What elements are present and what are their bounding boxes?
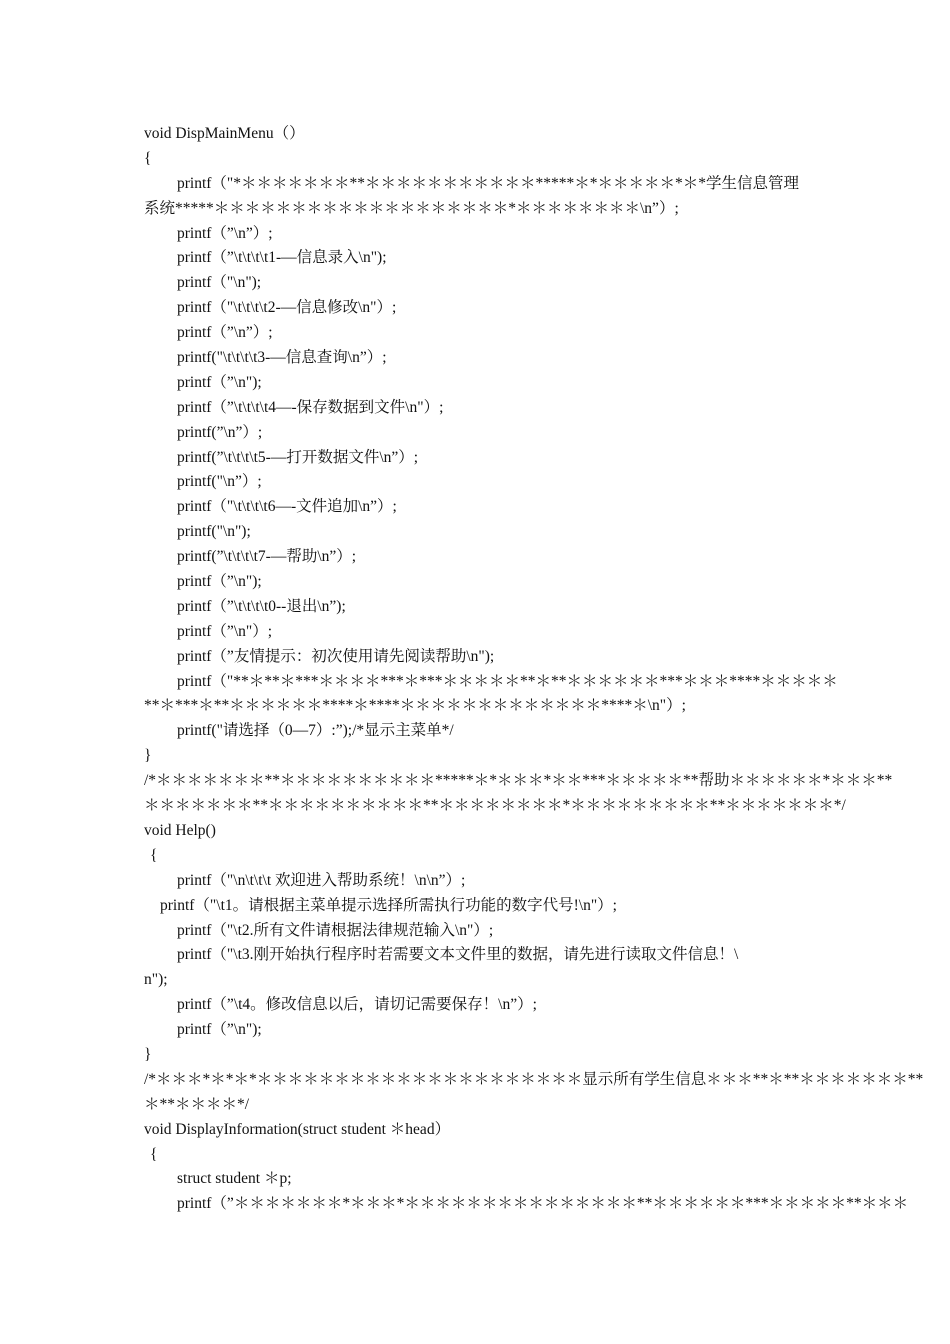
code-line: printf（"\t1。请根据主菜单提示选择所需执行功能的数字代号!\n"）; <box>160 896 617 914</box>
code-line: printf（”\t4。修改信息以后，请切记需要保存！\n”）; <box>177 996 537 1014</box>
code-line: printf（"\t\t\t\t6—-文件追加\n”）; <box>177 498 397 516</box>
code-line: printf(”\n”）; <box>177 423 263 441</box>
code-line: /*＊＊＊*＊*＊*＊＊＊＊＊＊＊＊＊＊＊＊＊＊＊＊＊＊＊＊＊显示所有学生信息＊＊＊**＊**＊＊＊＊＊＊＊** <box>144 1070 924 1088</box>
code-line: printf（"\t3.刚开始执行程序时若需要文本文件里的数据，请先进行读取文件信息！\ <box>177 946 739 964</box>
code-line: printf（”\t\t\t\t4—-保存数据到文件\n"）; <box>177 398 444 416</box>
code-line: void DisplayInformation(struct student ＊head） <box>144 1120 451 1138</box>
code-line: void Help() <box>144 821 216 839</box>
code-line: printf（”＊＊＊＊＊＊＊*＊＊＊*＊＊＊＊＊＊＊＊＊＊＊＊＊＊＊**＊＊＊＊＊＊***＊＊＊＊＊**＊＊＊ <box>177 1195 909 1213</box>
code-line: printf（”\n”）; <box>177 324 273 342</box>
code-line: printf（"\n\t\t\t 欢迎进入帮助系统！\n\n”）; <box>177 871 466 889</box>
code-line: printf(”\t\t\t\t7-—帮助\n”）; <box>177 548 357 566</box>
code-line: /*＊＊＊＊＊＊＊**＊＊＊＊＊＊＊＊＊＊*****＊*＊＊＊*＊＊***＊＊＊＊＊**帮助＊＊＊＊＊＊*＊＊＊** <box>144 772 893 790</box>
code-line: } <box>144 747 152 765</box>
code-line: printf（”\n”）; <box>177 224 273 242</box>
code-line: { <box>150 846 158 864</box>
code-line: printf（”\n"）; <box>177 622 273 640</box>
code-line: printf（"**＊**＊***＊＊＊＊***＊***＊＊＊＊＊**＊**＊＊＊＊＊＊***＊＊＊****＊＊＊＊＊ <box>177 672 838 690</box>
code-line: printf("请选择（0—7）:”);/*显示主菜单*/ <box>177 722 454 740</box>
code-line: printf("\t\t\t\t3-—信息查询\n”）; <box>177 349 387 367</box>
code-line: printf(”\t\t\t\t5-—打开数据文件\n”）; <box>177 448 419 466</box>
code-line: printf（”\n"); <box>177 373 262 391</box>
code-line: ＊**＊＊＊＊*/ <box>144 1095 250 1113</box>
code-line: printf（”友情提示：初次使用请先阅读帮助\n"); <box>177 647 495 665</box>
code-line: printf（”\n"); <box>177 1021 262 1039</box>
code-line: } <box>144 1045 152 1063</box>
code-line: printf("\n”）; <box>177 473 262 491</box>
code-line: { <box>144 149 152 167</box>
code-line: printf（"\t2.所有文件请根据法律规范输入\n"）; <box>177 921 494 939</box>
code-line: { <box>150 1145 158 1163</box>
code-line: printf("\n"); <box>177 523 251 541</box>
code-line: struct student ＊p; <box>177 1170 292 1188</box>
code-line: void DispMainMenu（） <box>144 125 305 142</box>
code-line: printf（”\t\t\t\t1-—信息录入\n"); <box>177 249 387 267</box>
code-line: **＊***＊**＊＊＊＊＊＊****＊****＊＊＊＊＊＊＊＊＊＊＊＊＊****＊\n"）; <box>144 697 686 715</box>
code-line: n"); <box>144 971 168 989</box>
code-line: 系统*****＊＊＊＊＊＊＊＊＊＊＊＊＊＊＊＊＊＊＊*＊＊＊＊＊＊＊＊\n”）; <box>144 199 679 217</box>
code-line: printf（"\t\t\t\t2-—信息修改\n"）; <box>177 299 397 317</box>
code-line: printf（”\t\t\t\t0--退出\n”); <box>177 597 346 615</box>
code-line: ＊＊＊＊＊＊＊**＊＊＊＊＊＊＊＊＊＊**＊＊＊＊＊＊＊＊*＊＊＊＊＊＊＊＊＊**＊＊＊＊＊＊＊*/ <box>144 797 846 815</box>
code-line: printf（"*＊＊＊＊＊＊＊**＊＊＊＊＊＊＊＊＊＊＊*****＊*＊＊＊＊＊*＊*学生信息管理 <box>177 174 800 192</box>
code-line: printf（”\n"); <box>177 573 262 591</box>
code-document <box>144 122 924 1217</box>
code-line: printf（"\n"); <box>177 274 262 292</box>
